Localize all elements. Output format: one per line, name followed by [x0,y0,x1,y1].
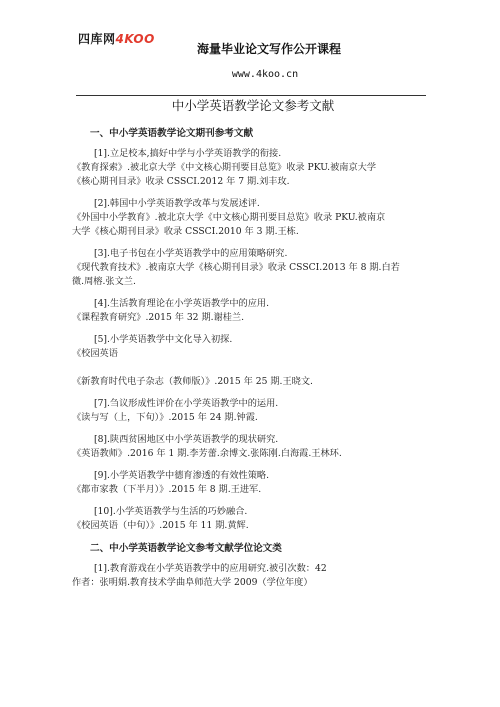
document-title: 中小学英语教学论文参考文献 [171,98,335,113]
reference-detail: 《校园英语 [72,348,118,359]
reference-entry [72,505,437,533]
reference-detail: 《英语教师》.2016 年 1 期.李芳蕾.余博文.张陈刚.白海霞.王林环. [72,448,342,459]
reference-title: [7].刍议形成性评价在小学英语教学中的运用. [94,398,279,409]
reference-detail: 《课程教育研究》.2015 年 32 期.谢桂兰. [72,312,245,323]
reference-detail: 《现代教育技术》.被南京大学《核心期刊目录》收录 CSSCI.2013 年 8 期.白若 [72,262,400,273]
reference-detail: 《外国中小学教育》.被北京大学《中文核心期刊要目总览》收录 PKU.被南京 [72,212,386,223]
reference-detail: 《新教育时代电子杂志（教师版）》.2015 年 25 期.王晓文. [72,376,313,387]
reference-detail: 大学《核心期刊目录》收录 CSSCI.2010 年 3 期.王栋. [72,226,299,237]
reference-entry [72,333,437,389]
reference-detail: 微.周榕.张文兰. [72,276,136,287]
reference-entry [72,562,437,590]
reference-title: [8].陕西贫困地区中小学英语教学的现状研究. [94,434,279,445]
reference-title: [10].小学英语教学与生活的巧妙融合. [94,506,248,517]
reference-entry [72,147,437,189]
reference-title: [4].生活教育理论在小学英语教学中的应用. [94,298,270,309]
reference-entry [72,197,437,239]
reference-title: [3].电子书包在小学英语教学中的应用策略研究. [94,248,288,259]
reference-entry [72,469,437,497]
section-heading: 一、中小学英语教学论文期刊参考文献 [90,128,254,139]
reference-title: [1].立足校本,搞好中学与小学英语教学的衔接. [94,148,282,159]
reference-detail [72,361,437,375]
reference-detail: 《教育探索》.被北京大学《中文核心期刊要目总览》收录 PKU.被南京大学 [72,162,377,173]
reference-detail: 《校园英语（中旬）》.2015 年 11 期.黄辉. [72,520,249,531]
reference-detail: 作者：张明娟.教育技术学曲阜师范大学 2009（学位年度） [72,577,313,588]
document-body [72,118,437,598]
logo-accent: 4KOO [115,32,155,46]
reference-title: [5].小学英语教学中文化导入初探. [94,334,233,345]
reference-entry [72,433,437,461]
logo-text: 四库网 [78,32,116,46]
reference-entry [72,247,437,289]
reference-detail: 《读与写（上，下旬）》.2015 年 24 期.钟霞. [72,412,258,423]
reference-entry [72,397,437,425]
reference-detail: 《都市家教（下半月）》.2015 年 8 期.王进军. [72,484,262,495]
site-title: 海量毕业论文写作公开课程 [196,42,341,56]
reference-entry [72,297,437,325]
section-heading: 二、中小学英语教学论文参考文献学位论文类 [90,543,282,554]
site-url[interactable]: www.4koo.cn [231,69,299,80]
reference-detail: 《核心期刊目录》收录 CSSCI.2012 年 7 期.刘丰玫. [72,176,290,187]
reference-title: [1].教育游戏在小学英语教学中的应用研究.被引次数：42 [94,563,327,574]
reference-title: [9].小学英语教学中德育渗透的有效性策略. [94,470,270,481]
reference-title: [2].韩国中小学英语教学改革与发展述评. [94,198,260,209]
